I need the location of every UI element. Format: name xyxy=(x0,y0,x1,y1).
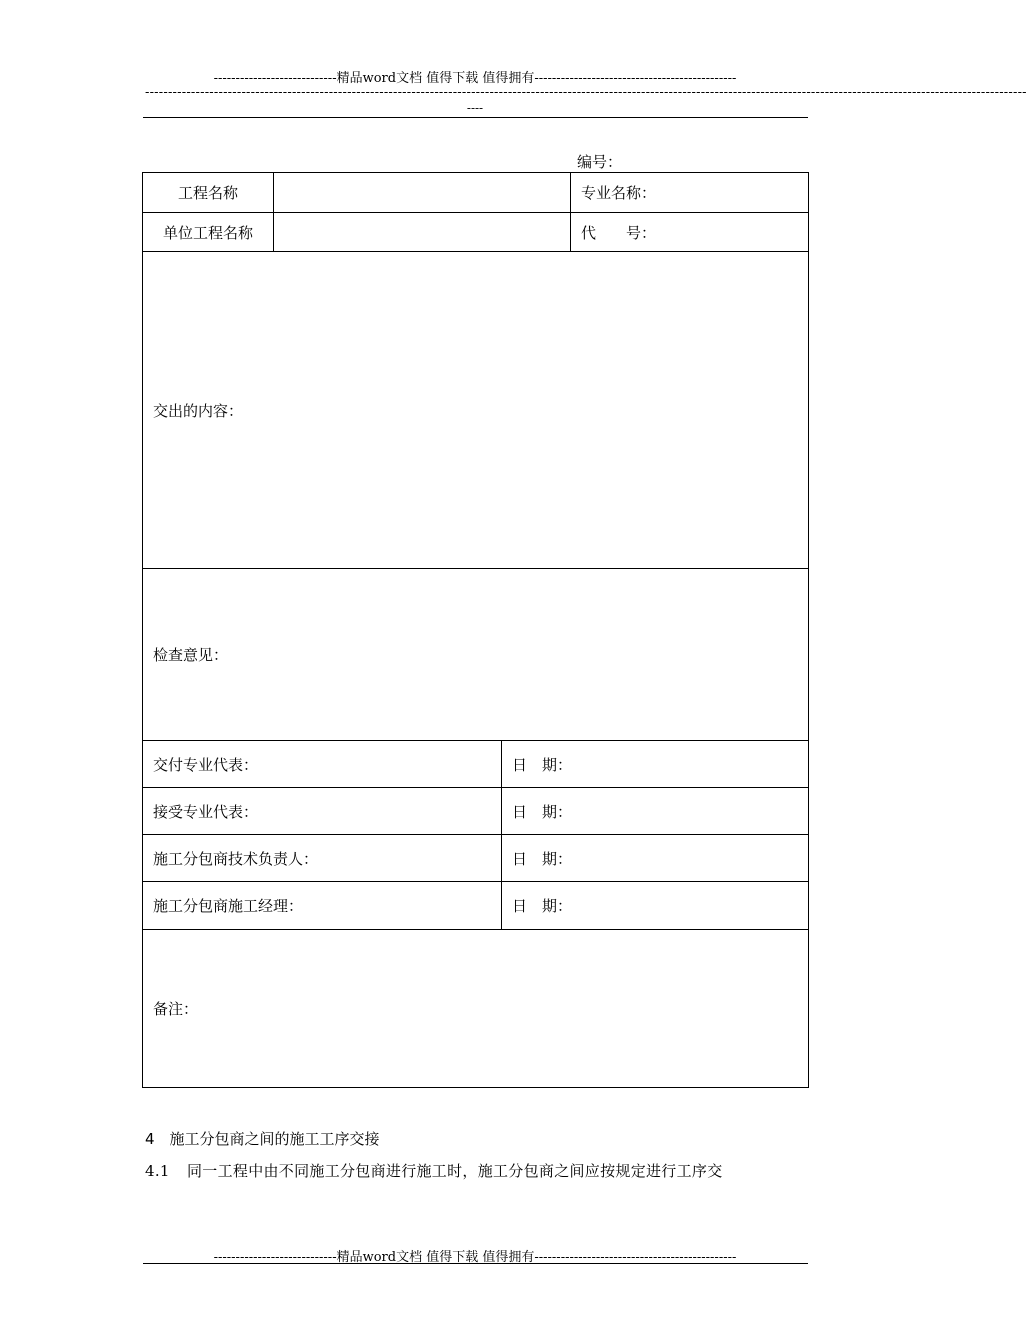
signature-label[interactable]: 施工分包商施工经理： xyxy=(143,882,502,930)
footer-banner: ----------------------------精品word文档 值得下载 值得拥有---------------------------------------------- xyxy=(213,1250,737,1265)
form-row-remarks xyxy=(143,930,809,1088)
paragraph-text: 同一工程中由不同施工分包商进行施工时，施工分包商之间应按规定进行工序交 xyxy=(187,1162,723,1180)
handover-form-table xyxy=(142,172,809,1088)
signature-date[interactable]: 日 期： xyxy=(502,835,809,882)
unit-project-name-value[interactable] xyxy=(274,213,571,252)
signature-label[interactable]: 施工分包商技术负责人： xyxy=(143,835,502,882)
handover-content-cell[interactable] xyxy=(143,252,809,569)
inspection-opinion-cell[interactable] xyxy=(143,569,809,741)
header-banner: ----------------------------精品word文档 值得下载 值得拥有---------------------------------------------- xyxy=(213,71,737,86)
signature-row xyxy=(143,788,809,835)
form-row-inspection xyxy=(143,569,809,741)
form-row-unit xyxy=(143,213,809,252)
remarks-label: 备注： xyxy=(153,1000,199,1018)
signature-row xyxy=(143,835,809,882)
signature-row xyxy=(143,741,809,788)
header-dash-tail: ---- xyxy=(466,101,484,115)
serial-number-label: 编号： xyxy=(577,153,623,171)
footer-rule xyxy=(143,1263,808,1264)
remarks-cell[interactable] xyxy=(143,930,809,1088)
project-name-label: 工程名称 xyxy=(143,173,274,213)
form-row-project xyxy=(143,173,809,213)
paragraph xyxy=(145,1160,723,1181)
inspection-opinion-label: 检查意见： xyxy=(153,646,229,664)
code-label: 代 号： xyxy=(571,213,809,252)
signature-date[interactable]: 日 期： xyxy=(502,882,809,930)
signature-row xyxy=(143,882,809,930)
paragraph-number: 4.1 xyxy=(145,1162,170,1180)
signature-date[interactable]: 日 期： xyxy=(502,788,809,835)
unit-project-name-label: 单位工程名称 xyxy=(143,213,274,252)
form-row-content xyxy=(143,252,809,569)
specialty-name-label: 专业名称： xyxy=(571,173,809,213)
header-rule xyxy=(143,117,808,118)
section-heading: 4 施工分包商之间的施工工序交接 xyxy=(145,1130,380,1148)
project-name-value[interactable] xyxy=(274,173,571,213)
header-dash-line: ------------------------------------------------------------------------------------------------------------------------------------------------------------------------------------------------ xyxy=(145,85,1027,100)
signature-date[interactable]: 日 期： xyxy=(502,741,809,788)
handover-content-label: 交出的内容： xyxy=(153,401,244,420)
signature-label[interactable]: 接受专业代表： xyxy=(143,788,502,835)
signature-label[interactable]: 交付专业代表： xyxy=(143,741,502,788)
